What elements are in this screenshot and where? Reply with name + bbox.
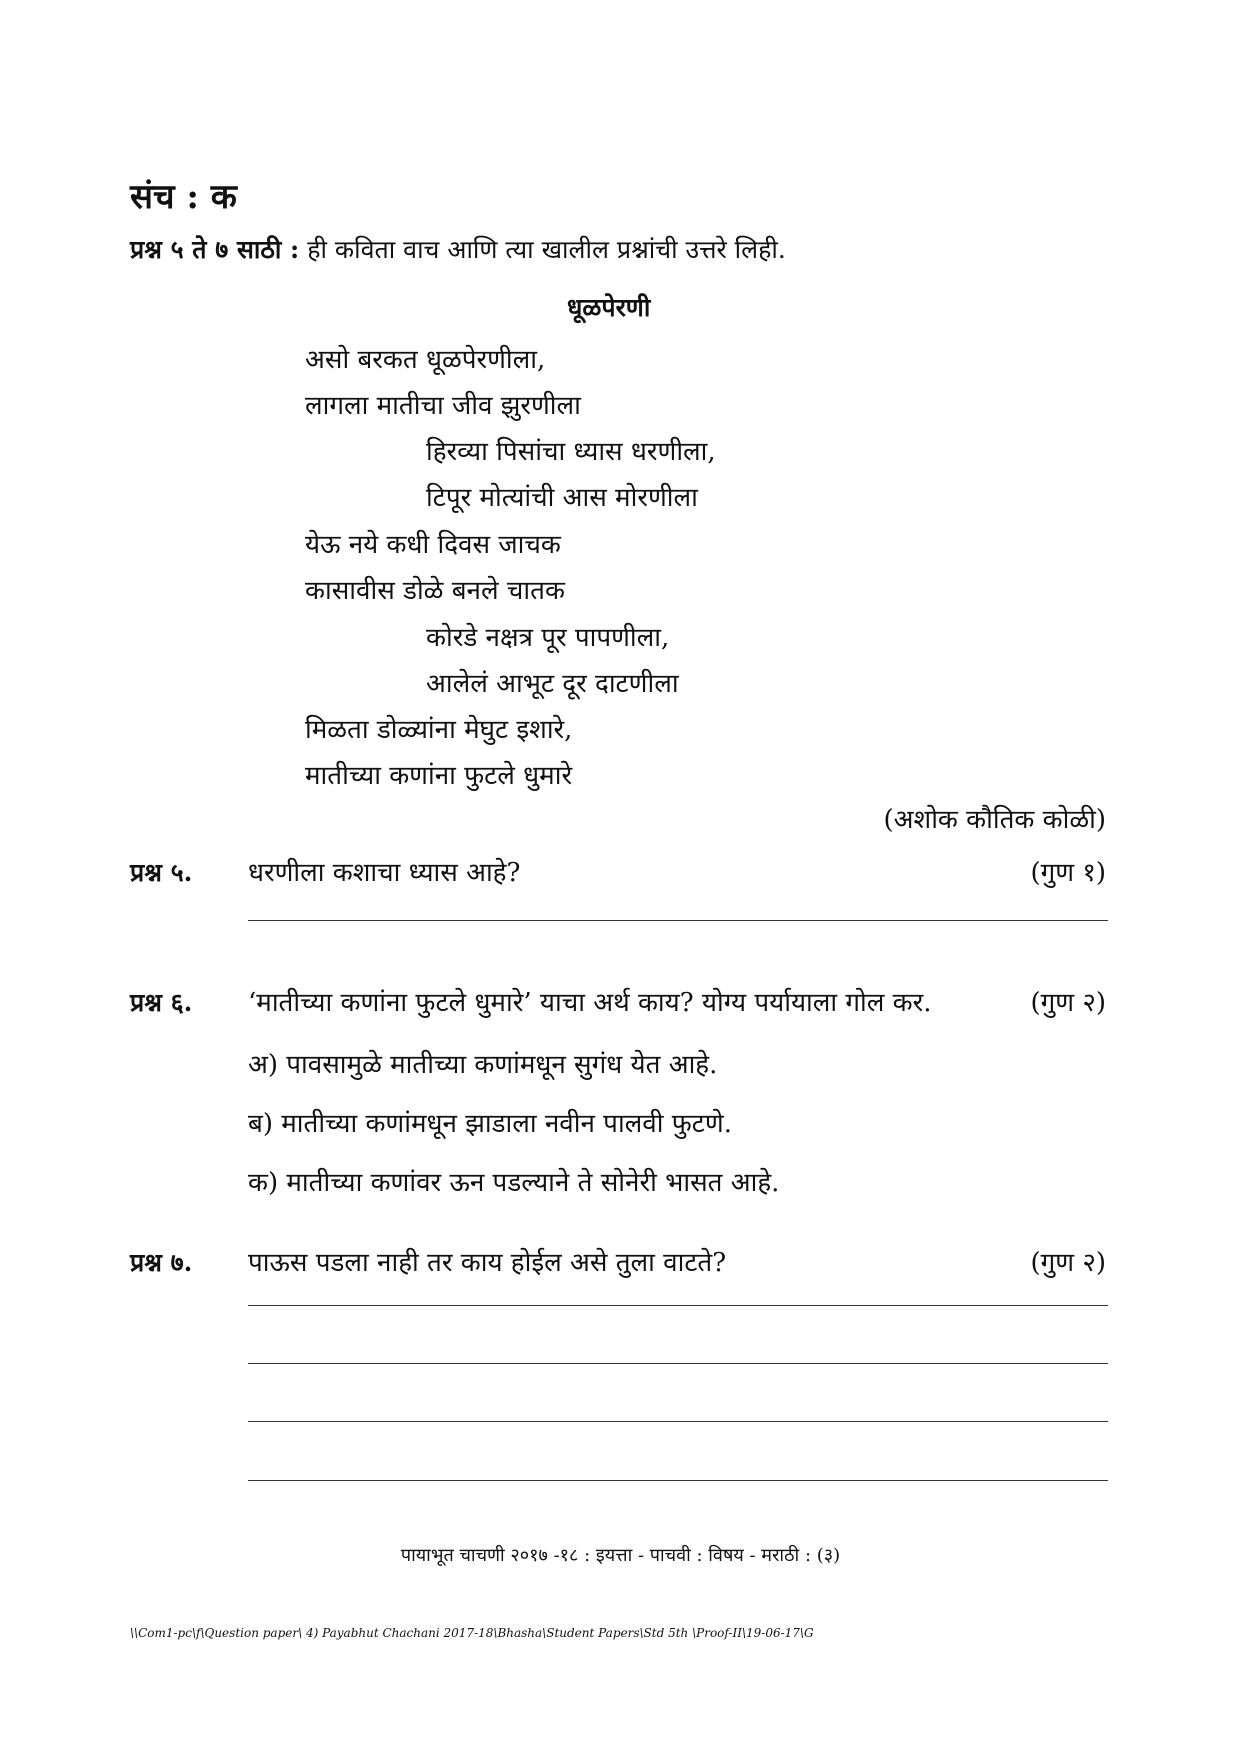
option-c[interactable]: क) मातीच्या कणांवर ऊन पडल्याने ते सोनेरी भासत आहे. <box>248 1168 780 1198</box>
poem-title: धूळपेरणी <box>567 293 651 322</box>
option-b[interactable]: ब) मातीच्या कणांमधून झाडाला नवीन पालवी फुटणे. <box>248 1109 732 1139</box>
question-6-marks: (गुण २) <box>1030 988 1106 1018</box>
option-a[interactable]: अ) पावसामुळे मातीच्या कणांमधून सुगंध येत आहे. <box>248 1050 718 1080</box>
answer-line[interactable] <box>248 920 1108 921</box>
question-5-text: धरणीला कशाचा ध्यास आहे? <box>248 858 521 888</box>
question-7-label: प्रश्न ७. <box>130 1248 193 1277</box>
poem-line: टिपूर मोत्यांची आस मोरणीला <box>426 483 698 513</box>
question-6-text: ‘मातीच्या कणांना फुटले धुमारे’ याचा अर्थ काय? योग्य पर्यायाला गोल कर. <box>248 988 932 1018</box>
poem-line: कासावीस डोळे बनले चातक <box>305 576 565 606</box>
question-6-label: प्रश्न ६. <box>130 988 193 1017</box>
answer-line[interactable] <box>248 1363 1108 1364</box>
question-7-marks: (गुण २) <box>1030 1248 1106 1278</box>
instruction-label: प्रश्न ५ ते ७ साठी : <box>130 235 300 264</box>
poem-line: कोरडे नक्षत्र पूर पापणीला, <box>426 623 670 653</box>
answer-line[interactable] <box>248 1421 1108 1422</box>
poem-line: मिळता डोळ्यांना मेघुट इशारे, <box>305 715 573 745</box>
question-7-text: पाऊस पडला नाही तर काय होईल असे तुला वाटते? <box>248 1248 727 1278</box>
poem-line: येऊ नये कधी दिवस जाचक <box>305 530 561 560</box>
file-path: \\Com1-pc\f\Question paper\ 4) Payabhut Chachani 2017-18\Bhasha\Student Papers\Std 5th \Proof-II\19-06-17\G <box>130 1626 814 1640</box>
page-footer: पायाभूत चाचणी २०१७ -१८ : इयत्ता - पाचवी : विषय - मराठी : (३) <box>400 1545 841 1566</box>
instruction-text: ही कविता वाच आणि त्या खालील प्रश्नांची उत्तरे लिही. <box>307 235 786 264</box>
section-title: संच : क <box>130 177 237 217</box>
instruction <box>130 232 786 266</box>
poem-line: आलेलं आभूट दूर दाटणीला <box>426 669 679 699</box>
poem-line: लागला मातीचा जीव झुरणीला <box>305 391 581 421</box>
poem-author: (अशोक कौतिक कोळी) <box>883 805 1106 835</box>
poem-line: असो बरकत धूळपेरणीला, <box>305 345 546 375</box>
question-5-label: प्रश्न ५. <box>130 858 193 887</box>
answer-line[interactable] <box>248 1305 1108 1306</box>
answer-line[interactable] <box>248 1480 1108 1481</box>
poem-line: हिरव्या पिसांचा ध्यास धरणीला, <box>426 437 716 467</box>
poem-line: मातीच्या कणांना फुटले धुमारे <box>305 761 573 791</box>
question-5-marks: (गुण १) <box>1030 858 1106 888</box>
